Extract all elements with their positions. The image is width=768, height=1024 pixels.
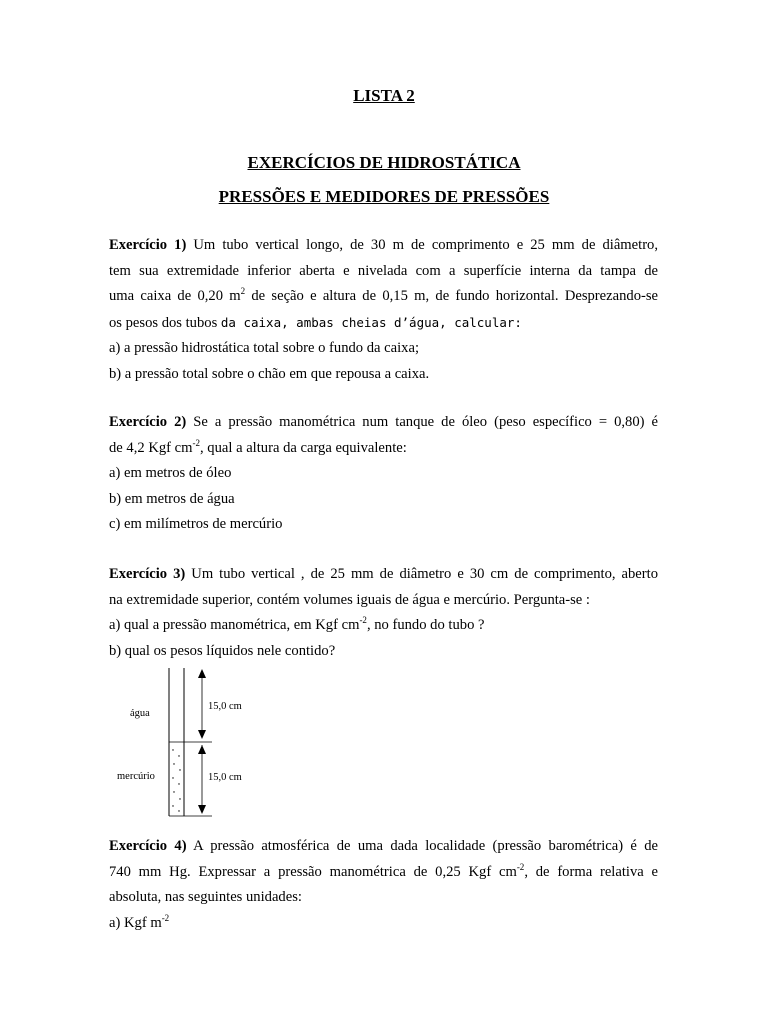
exercise-3	[109, 562, 658, 664]
superscript: -2	[192, 437, 200, 448]
arrow-up-icon	[198, 669, 206, 678]
section-title: EXERCÍCIOS DE HIDROSTÁTICA	[247, 153, 521, 172]
exercise-4	[109, 834, 658, 936]
exercise-1-text: uma caixa de 0,20 m	[109, 288, 241, 304]
top-dimension-label: 15,0 cm	[208, 701, 242, 712]
exercise-1-label: Exercício 1)	[109, 237, 187, 253]
exercise-2-text: Se a pressão manométrica num tanque de óleo (peso específico = 0,80) é	[193, 414, 658, 430]
exercise-1-text: Um tubo vertical longo, de 30 m de comprimento e 25 mm de diâmetro,	[193, 237, 658, 253]
section-subtitle: PRESSÕES E MEDIDORES DE PRESSÕES	[218, 187, 550, 206]
arrow-down-icon	[198, 730, 206, 739]
mercury-fill	[172, 749, 180, 811]
tube-diagram	[100, 666, 280, 826]
list-title: LISTA 2	[353, 86, 415, 105]
superscript: -2	[161, 912, 170, 923]
exercise-4-text: , de forma relativa e	[524, 863, 658, 880]
exercise-1-item-a: a) a pressão hidrostática total sobre o fundo da caixa;	[109, 340, 420, 356]
exercise-4-label: Exercício 4)	[109, 838, 187, 854]
exercise-1-item-b: b) a pressão total sobre o chão em que repousa a caixa.	[109, 365, 430, 382]
exercise-3-text: Um tubo vertical , de 25 mm de diâmetro e 30 cm de comprimento, aberto	[191, 566, 658, 582]
exercise-3-label: Exercício 3)	[109, 566, 186, 582]
exercise-2-item-b: b) em metros de água	[109, 490, 235, 507]
arrow-down-icon	[198, 805, 206, 814]
exercise-3-item-a: , no fundo do tubo ?	[366, 617, 485, 633]
superscript: -2	[516, 861, 525, 872]
exercise-2-label: Exercício 2)	[109, 414, 187, 430]
exercise-3-item-a: a) qual a pressão manométrica, em Kgf cm	[109, 617, 360, 633]
arrow-up-icon	[198, 745, 206, 754]
exercise-1-text: tem sua extremidade inferior aberta e nivelada com a superfície interna da tampa de	[109, 262, 658, 279]
exercise-2-item-a: a) em metros de óleo	[109, 465, 232, 481]
mercury-label: mercúrio	[117, 771, 155, 782]
superscript: 2	[240, 286, 246, 297]
exercise-1-text: os pesos dos tubos	[109, 314, 221, 331]
exercise-2-text: , qual a altura da carga equivalente:	[200, 439, 407, 456]
exercise-4-text: 740 mm Hg. Expressar a pressão manométrica de 0,25 Kgf cm	[109, 863, 517, 880]
exercise-1-text: de seção e altura de 0,15 m, de fundo horizontal. Desprezando-se	[245, 288, 659, 304]
exercise-2-text: de 4,2 Kgf cm	[109, 439, 193, 456]
exercise-4-text: absoluta, nas seguintes unidades:	[109, 889, 302, 905]
exercise-2	[109, 410, 658, 538]
exercise-3-item-b: b) qual os pesos líquidos nele contido?	[109, 642, 336, 659]
exercise-1-text: da caixa, ambas cheias d’água, calcular:	[220, 314, 522, 330]
water-label: água	[130, 708, 150, 719]
exercise-1	[109, 233, 658, 387]
exercise-4-text: A pressão atmosférica de uma dada localidade (pressão barométrica) é de	[193, 838, 659, 854]
exercise-3-text: na extremidade superior, contém volumes iguais de água e mercúrio. Pergunta-se :	[109, 591, 590, 608]
exercise-2-item-c: c) em milímetros de mercúrio	[109, 516, 283, 532]
bottom-dimension-label: 15,0 cm	[208, 772, 242, 783]
exercise-4-item-a: a) Kgf m	[109, 914, 162, 931]
superscript: -2	[359, 615, 367, 626]
